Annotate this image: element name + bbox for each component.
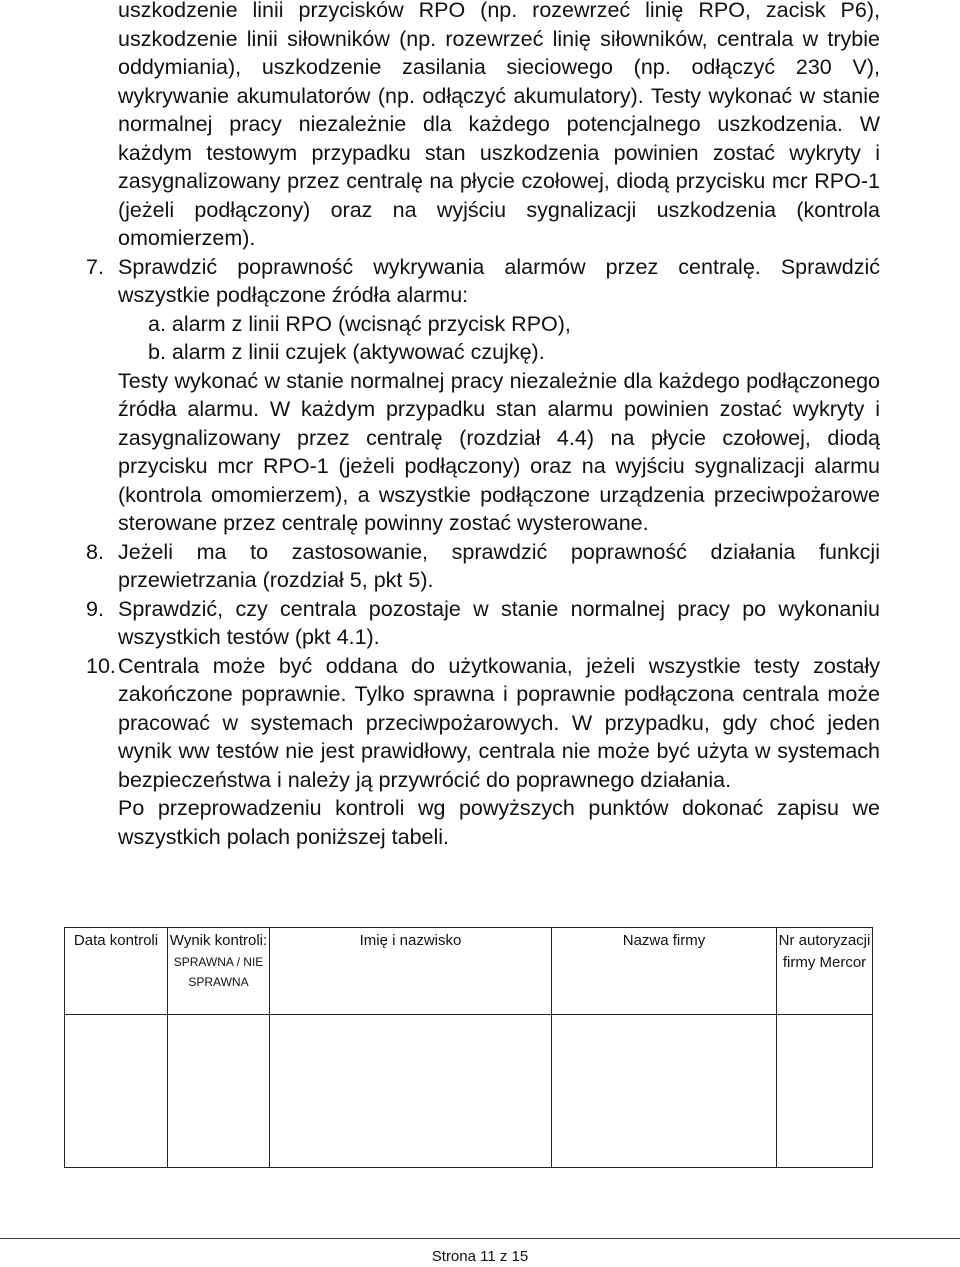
list-number: 7. [86,254,104,279]
header-result-label: Wynik kontroli: [169,932,268,949]
header-authorization: Nr autoryzacji firmy Mercor [777,928,873,1015]
cell-company[interactable] [552,1015,777,1168]
list-item-text: Jeżeli ma to zastosowanie, sprawdzić poprawność działania funkcji przewietrzania (rozdział 5, pkt 5). [118,539,880,592]
list-item-7 [86,253,880,538]
list-item-8 [86,538,880,595]
cell-result[interactable] [168,1015,270,1168]
inspection-record-table [64,927,873,1168]
header-result-options: SPRAWNA / NIE SPRAWNA [173,955,264,989]
paragraph-faults: uszkodzenie linii przycisków RPO (np. rozewrzeć linię RPO, zacisk P6), uszkodzenie linii siłowników (np. rozewrzeć linię siłowników, centrala w trybie oddymiania), uszkodzenie zasilania sieciowego (np. odłączyć 230 V), wykrywanie akumulatorów (np. odłączyć akumulatory). Testy wykonać w stanie normalnej pracy niezależnie dla każdego potencjalnego uszkodzenia. W każdym testowym przypadku stan uszkodzenia powinien zostać wykryty i zasygnalizowany przez centralę na płycie czołowej, diodą przycisku mcr RPO-1 (jeżeli podłączony) oraz na wyjściu sygnalizacji uszkodzenia (kontrola omomierzem). [118,0,880,250]
header-result [168,928,270,1015]
header-date: Data kontroli [65,928,168,1015]
list-number: 8. [86,539,104,564]
list-item-text: Sprawdzić poprawność wykrywania alarmów przez centralę. Sprawdzić wszystkie podłączone źródła alarmu: [118,254,880,307]
body-text [86,0,880,851]
cell-name[interactable] [270,1015,552,1168]
table-header-row [65,928,873,1015]
list-item-text: Sprawdzić, czy centrala pozostaje w stanie normalnej pracy po wykonaniu wszystkich testów (pkt 4.1). [118,596,880,649]
sub-item-a: a. alarm z linii RPO (wcisnąć przycisk RPO), [148,311,571,336]
cell-date[interactable] [65,1015,168,1168]
list-item-9 [86,595,880,652]
header-name: Imię i nazwisko [270,928,552,1015]
list-number: 10. [86,653,116,678]
table-row [65,1015,873,1168]
cell-authorization[interactable] [777,1015,873,1168]
header-company: Nazwa firmy [552,928,777,1015]
list-number: 9. [86,596,104,621]
sub-item-b: b. alarm z linii czujek (aktywować czujkę). [148,340,545,364]
footer-divider [0,1238,960,1239]
closing-paragraph: Po przeprowadzeniu kontroli wg powyższych punktów dokonać zapisu we wszystkich polach poniższej tabeli. [118,796,880,849]
list-item-text: Centrala może być oddana do użytkowania, jeżeli wszystkie testy zostały zakończone poprawnie. Tylko sprawna i poprawnie podłączona centrala może pracować w systemach przeciwpożarowych. W przypadku, gdy choć jeden wynik ww testów nie jest prawidłowy, centrala nie może być użyta w systemach bezpieczeństwa i należy ją przywrócić do poprawnego działania. [118,653,880,792]
list-item-continuation: Testy wykonać w stanie normalnej pracy niezależnie dla każdego podłączonego źródła alarmu. W każdym przypadku stan alarmu powinien zostać wykryty i zasygnalizowany przez centralę (rozdział 4.4) na płycie czołowej, diodą przycisku mcr RPO-1 (jeżeli podłączony) oraz na wyjściu sygnalizacji alarmu (kontrola omomierzem), a wszystkie podłączone urządzenia przeciwpożarowe sterowane przez centralę powinny zostać wysterowane. [118,368,880,535]
page-number: Strona 11 z 15 [431,1248,529,1265]
list-item-10 [86,652,880,795]
